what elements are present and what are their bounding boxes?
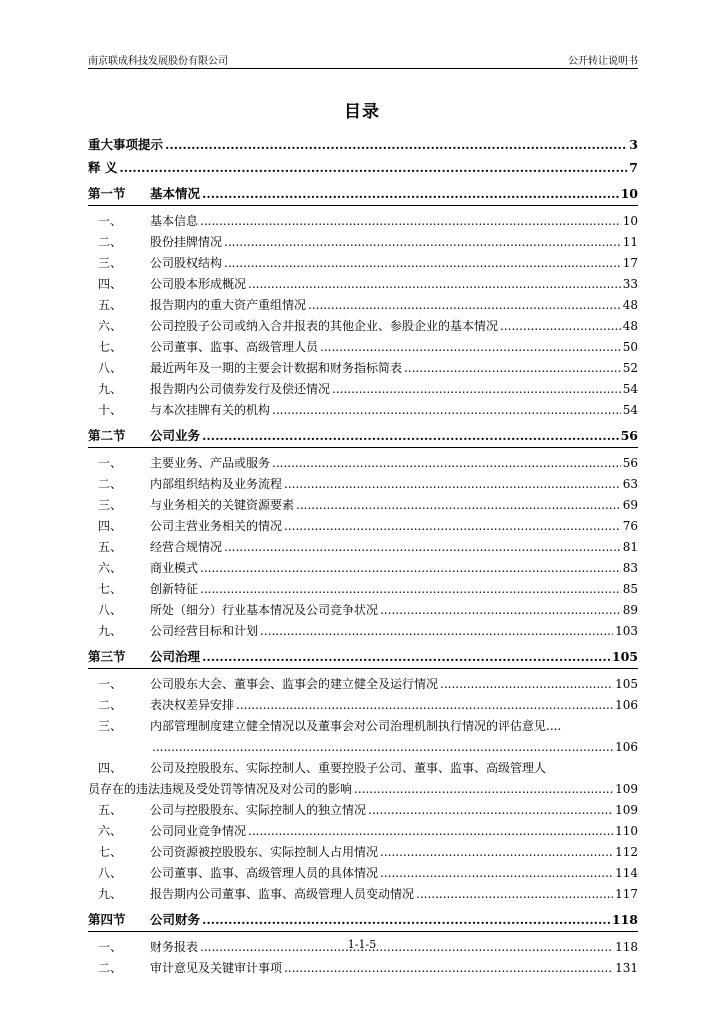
toc-entry[interactable] bbox=[88, 516, 638, 537]
toc-page-number: 17 bbox=[622, 256, 638, 270]
item-number: 四、 bbox=[98, 277, 123, 291]
toc-entry-text: 重大事项提示 bbox=[88, 137, 164, 152]
leader-dots bbox=[165, 133, 627, 156]
toc-entry-text: 基本信息 bbox=[150, 214, 199, 228]
toc-page-number: 63 bbox=[622, 477, 638, 491]
leader-dots bbox=[202, 908, 610, 931]
toc-entry[interactable] bbox=[88, 337, 638, 358]
item-number: 九、 bbox=[98, 382, 123, 396]
toc-page-number: 106 bbox=[615, 740, 638, 754]
toc-entry[interactable] bbox=[88, 621, 638, 642]
item-number: 七、 bbox=[98, 582, 123, 596]
leader-dots bbox=[380, 863, 613, 884]
leader-dots bbox=[416, 884, 613, 905]
item-number: 九、 bbox=[98, 887, 123, 901]
leader-dots bbox=[368, 800, 613, 821]
leader-dots bbox=[284, 516, 621, 537]
toc-page-number: 114 bbox=[615, 866, 638, 880]
toc-page-number: 10 bbox=[622, 214, 638, 228]
leader-dots bbox=[202, 424, 619, 447]
toc-page-number: 10 bbox=[620, 186, 638, 201]
leader-dots bbox=[224, 537, 621, 558]
page-header bbox=[88, 50, 638, 69]
item-number: 八、 bbox=[98, 361, 123, 375]
leader-dots bbox=[500, 316, 621, 337]
toc-entry[interactable] bbox=[88, 316, 638, 337]
leader-dots bbox=[224, 232, 621, 253]
toc-entry-text: 公司主营业务相关的情况 bbox=[150, 519, 283, 533]
leader-dots bbox=[248, 274, 621, 295]
toc-page-number: 118 bbox=[611, 912, 638, 927]
leader-dots bbox=[200, 211, 621, 232]
toc-entry[interactable] bbox=[88, 674, 638, 695]
leader-dots bbox=[236, 695, 613, 716]
toc-entry-text: 公司同业竞争情况 bbox=[150, 824, 247, 838]
toc-page-number: 112 bbox=[615, 845, 638, 859]
toc-page-number: 52 bbox=[622, 361, 638, 375]
leader-dots bbox=[248, 821, 613, 842]
leader-dots bbox=[119, 156, 627, 179]
item-number: 七、 bbox=[98, 845, 123, 859]
toc-page-number: 7 bbox=[629, 160, 638, 175]
leader-dots bbox=[200, 579, 621, 600]
section-title: 公司治理 bbox=[150, 649, 201, 664]
toc-section[interactable] bbox=[88, 908, 638, 932]
leader-dots bbox=[332, 379, 621, 400]
toc-entry-text: 公司股东大会、董事会、监事会的建立健全及运行情况 bbox=[150, 677, 439, 691]
toc-entry-text: 释 义 bbox=[88, 160, 118, 175]
toc-page-number: 105 bbox=[611, 649, 638, 664]
toc-entry-text: 商业模式 bbox=[150, 561, 199, 575]
item-number: 四、 bbox=[98, 761, 123, 775]
item-number: 一、 bbox=[98, 214, 123, 228]
toc-page-number: 105 bbox=[615, 677, 638, 691]
section-title: 公司财务 bbox=[150, 912, 201, 927]
section-number: 第三节 bbox=[88, 649, 126, 664]
toc-entry[interactable] bbox=[88, 800, 638, 821]
item-number: 五、 bbox=[98, 298, 123, 312]
leader-dots bbox=[380, 600, 621, 621]
toc-entry-text: 内部组织结构及业务流程 bbox=[150, 477, 283, 491]
section-number: 第四节 bbox=[88, 912, 126, 927]
item-number: 六、 bbox=[98, 824, 123, 838]
item-number: 八、 bbox=[98, 603, 123, 617]
toc-entry[interactable] bbox=[88, 537, 638, 558]
toc-entry[interactable] bbox=[88, 453, 638, 474]
leader-dots bbox=[202, 645, 610, 668]
toc-entry[interactable] bbox=[88, 821, 638, 842]
item-number: 二、 bbox=[98, 477, 123, 491]
item-number: 八、 bbox=[98, 866, 123, 880]
toc-entry-text: 公司股本形成概况 bbox=[150, 277, 247, 291]
item-number: 六、 bbox=[98, 319, 123, 333]
toc-entry-text: 最近两年及一期的主要会计数据和财务指标简表 bbox=[150, 361, 403, 375]
toc-entry[interactable] bbox=[88, 474, 638, 495]
item-number: 九、 bbox=[98, 624, 123, 638]
toc-page-number: 48 bbox=[622, 319, 638, 333]
toc-entry[interactable] bbox=[88, 958, 638, 979]
leader-dots bbox=[272, 453, 621, 474]
toc-page-number: 109 bbox=[615, 803, 638, 817]
item-number: 三、 bbox=[98, 256, 123, 270]
item-number: 五、 bbox=[98, 540, 123, 554]
toc-entry[interactable] bbox=[88, 495, 638, 516]
toc-page-number: 89 bbox=[622, 603, 638, 617]
toc-entry-text: 公司董事、监事、高级管理人员 bbox=[150, 340, 319, 354]
toc-entry[interactable] bbox=[88, 232, 638, 253]
toc-entry[interactable] bbox=[88, 253, 638, 274]
toc-entry-text: 公司控股子公司或纳入合并报表的其他企业、参股企业的基本情况 bbox=[150, 319, 499, 333]
page-number-footer: 1-1-5 bbox=[347, 938, 377, 951]
toc-entry[interactable] bbox=[88, 695, 638, 716]
toc-page-number: 69 bbox=[622, 498, 638, 512]
leader-dots bbox=[284, 958, 613, 979]
leader-dots bbox=[404, 358, 621, 379]
item-number: 四、 bbox=[98, 519, 123, 533]
toc-entry[interactable] bbox=[88, 358, 638, 379]
toc-entry-text: 股份挂牌情况 bbox=[150, 235, 223, 249]
toc-entry[interactable] bbox=[88, 558, 638, 579]
toc-entry-text: 公司与控股股东、实际控制人的独立情况 bbox=[150, 803, 367, 817]
toc-page-number: 106 bbox=[615, 698, 638, 712]
toc-entry[interactable] bbox=[88, 716, 638, 737]
toc-page-number: 48 bbox=[622, 298, 638, 312]
toc-entry-text: 主要业务、产品或服务 bbox=[150, 456, 271, 470]
toc-entry[interactable] bbox=[88, 884, 638, 905]
item-number: 三、 bbox=[98, 719, 123, 733]
item-number: 一、 bbox=[98, 940, 123, 954]
company-name: 南京联成科技发展股份有限公司 bbox=[88, 56, 228, 67]
toc-section[interactable] bbox=[88, 182, 638, 206]
toc-entry-text: 公司股权结构 bbox=[150, 256, 223, 270]
item-number: 二、 bbox=[98, 235, 123, 249]
item-number: 三、 bbox=[98, 498, 123, 512]
toc-entry[interactable] bbox=[88, 274, 638, 295]
item-number: 二、 bbox=[98, 961, 123, 975]
toc-page-number: 110 bbox=[615, 824, 638, 838]
toc-page-number: 50 bbox=[622, 340, 638, 354]
document-type: 公开转让说明书 bbox=[568, 56, 638, 67]
toc-entry-text: 表决权差异安排 bbox=[150, 698, 235, 712]
item-number: 六、 bbox=[98, 561, 123, 575]
toc-section[interactable] bbox=[88, 424, 638, 448]
toc-page-number: 56 bbox=[622, 456, 638, 470]
leader-dots bbox=[354, 779, 613, 800]
page-title: 目录 bbox=[344, 102, 380, 122]
toc-entry[interactable] bbox=[88, 863, 638, 884]
toc-page-number: 103 bbox=[615, 624, 638, 638]
table-of-contents bbox=[88, 133, 638, 979]
leader-dots bbox=[260, 621, 613, 642]
toc-entry-text: 员存在的违法违规及受处罚等情况及对公司的影响 bbox=[88, 782, 353, 796]
toc-entry[interactable] bbox=[88, 379, 638, 400]
leader-dots bbox=[202, 182, 619, 205]
toc-entry-text: 公司董事、监事、高级管理人员的具体情况 bbox=[150, 866, 379, 880]
toc-entry-continued[interactable] bbox=[88, 779, 638, 800]
leader-dots bbox=[380, 842, 613, 863]
toc-entry[interactable] bbox=[88, 758, 638, 779]
leader-dots bbox=[296, 495, 621, 516]
toc-section[interactable] bbox=[88, 645, 638, 669]
toc-page-number: 117 bbox=[615, 887, 638, 901]
toc-entry[interactable] bbox=[88, 295, 638, 316]
toc-page-number: 81 bbox=[622, 540, 638, 554]
toc-page-number: 11 bbox=[622, 235, 638, 249]
toc-page-number: 118 bbox=[615, 940, 638, 954]
toc-entry[interactable] bbox=[88, 156, 638, 179]
leader-dots bbox=[152, 737, 613, 758]
toc-entry-text: 财务报表 bbox=[150, 940, 199, 954]
section-number: 第二节 bbox=[88, 428, 126, 443]
toc-entry-text: 公司资源被控股股东、实际控制人占用情况 bbox=[150, 845, 379, 859]
toc-entry-text: 经营合规情况 bbox=[150, 540, 223, 554]
section-title: 公司业务 bbox=[150, 428, 201, 443]
toc-entry-text: 审计意见及关键审计事项 bbox=[150, 961, 283, 975]
toc-entry[interactable] bbox=[88, 579, 638, 600]
toc-entry-text: 公司经营目标和计划 bbox=[150, 624, 259, 638]
section-number: 第一节 bbox=[88, 186, 126, 201]
toc-entry-text: 所处（细分）行业基本情况及公司竞争状况 bbox=[150, 603, 379, 617]
toc-page-number: 54 bbox=[622, 382, 638, 396]
toc-entry-text: 与本次挂牌有关的机构 bbox=[150, 403, 271, 417]
leader-dots bbox=[284, 474, 621, 495]
item-number: 十、 bbox=[98, 403, 123, 417]
leader-dots bbox=[272, 400, 621, 421]
section-title: 基本情况 bbox=[150, 186, 201, 201]
item-number: 五、 bbox=[98, 803, 123, 817]
toc-entry-text: 与业务相关的关键资源要素 bbox=[150, 498, 295, 512]
toc-entry[interactable] bbox=[88, 400, 638, 421]
item-number: 一、 bbox=[98, 677, 123, 691]
toc-entry-continued[interactable] bbox=[88, 737, 638, 758]
toc-page-number: 33 bbox=[622, 277, 638, 291]
toc-entry[interactable] bbox=[88, 133, 638, 156]
toc-page-number: 56 bbox=[620, 428, 638, 443]
leader-dots bbox=[320, 337, 621, 358]
toc-page-number: 131 bbox=[615, 961, 638, 975]
leader-dots bbox=[200, 558, 621, 579]
toc-page-number: 54 bbox=[622, 403, 638, 417]
toc-entry-text: 公司及控股股东、实际控制人、重要控股子公司、董事、监事、高级管理人 bbox=[150, 761, 547, 775]
toc-entry-text: 报告期内公司债券发行及偿还情况 bbox=[150, 382, 331, 396]
leader-dots bbox=[440, 674, 613, 695]
toc-entry-text: 报告期内公司董事、监事、高级管理人员变动情况 bbox=[150, 887, 415, 901]
item-number: 七、 bbox=[98, 340, 123, 354]
toc-entry[interactable] bbox=[88, 600, 638, 621]
toc-page-number: 76 bbox=[622, 519, 638, 533]
leader-dots bbox=[308, 295, 621, 316]
toc-entry[interactable] bbox=[88, 211, 638, 232]
toc-entry-text: 创新特征 bbox=[150, 582, 199, 596]
toc-page-number: 83 bbox=[622, 561, 638, 575]
item-number: 一、 bbox=[98, 456, 123, 470]
toc-page-number: 85 bbox=[622, 582, 638, 596]
item-number: 二、 bbox=[98, 698, 123, 712]
toc-page-number: 3 bbox=[629, 137, 638, 152]
toc-entry-text: 内部管理制度建立健全情况以及董事会对公司治理机制执行情况的评估意见.... bbox=[150, 719, 562, 733]
toc-page-number: 109 bbox=[615, 782, 638, 796]
toc-entry-text: 报告期内的重大资产重组情况 bbox=[150, 298, 307, 312]
toc-entry[interactable] bbox=[88, 842, 638, 863]
leader-dots bbox=[224, 253, 621, 274]
